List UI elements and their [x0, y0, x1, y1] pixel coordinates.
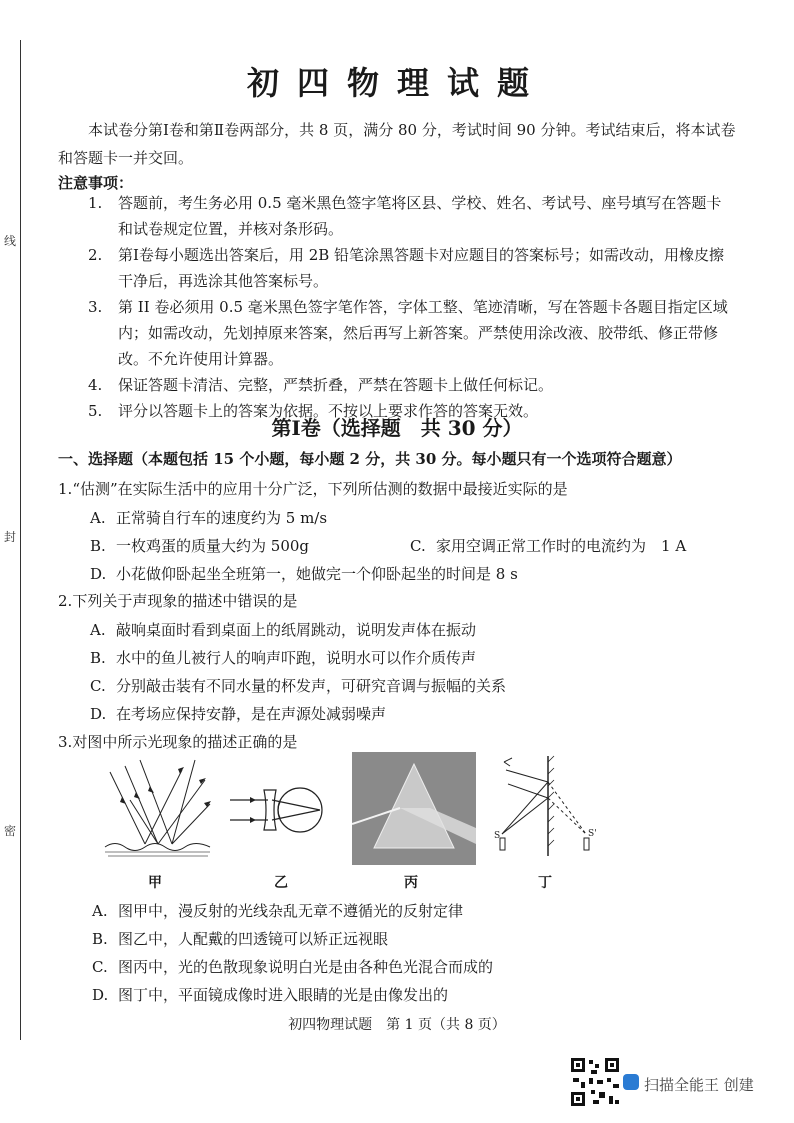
option-text: 图乙中，人配戴的凹透镜可以矫正远视眼: [118, 930, 389, 948]
question-1-stem: [58, 478, 568, 499]
option-label: B.: [90, 649, 106, 667]
figure-prism-dispersion: [352, 752, 476, 865]
page-footer: 初四物理试题 第 1 页（共 8 页）: [288, 1017, 506, 1033]
qr-code-icon: [569, 1056, 621, 1108]
scanner-watermark: 扫描全能王 创建: [644, 1076, 754, 1094]
figure-label-ding: 丁: [538, 875, 552, 891]
question-text: “估测”在实际生活中的应用十分广泛，下列所估测的数据中最接近实际的是: [72, 480, 568, 498]
section-title: 第Ⅰ卷（选择题 共 30 分）: [271, 416, 523, 440]
binding-line: [20, 40, 21, 1040]
option-label: A.: [90, 509, 106, 527]
question-number: 2.: [58, 592, 73, 610]
option-text: 分别敲击装有不同水量的杯发声，可研究音调与振幅的关系: [116, 677, 507, 695]
intro-paragraph: 本试卷分第Ⅰ卷和第Ⅱ卷两部分，共 8 页，满分 80 分，考试时间 90 分钟。考试结束后，将本试卷和答题卡一并交回。: [58, 121, 736, 167]
option-text: 图丁中，平面镜成像时进入眼睛的光是由像发出的: [118, 986, 449, 1004]
question-3-option-a: [92, 900, 463, 921]
question-1-option-d: [90, 563, 518, 584]
option-label: C.: [92, 958, 108, 976]
option-label: D.: [90, 705, 107, 723]
mirror-image-label: S': [588, 829, 597, 839]
note-item: [84, 294, 734, 372]
question-number: 1.: [58, 480, 73, 498]
question-1-option-a: [90, 507, 327, 528]
option-text: 水中的鱼儿被行人的响声吓跑，说明水可以作介质传声: [116, 649, 477, 667]
note-number: 5.: [88, 402, 103, 420]
figure-plane-mirror: [492, 752, 602, 862]
question-2-option-b: [90, 647, 476, 668]
question-3-option-d: [92, 984, 448, 1005]
margin-mark-xian: 线: [4, 234, 17, 248]
option-label: B.: [92, 930, 108, 948]
note-text: 第 II 卷必须用 0.5 毫米黑色签字笔作答，字体工整、笔迹清晰，写在答题卡各题目指定区域内；如需改动，先划掉原来答案，然后再写上新答案。严禁使用涂改液、胶带纸、修正带修改。不允许使用计算器。: [118, 298, 728, 368]
note-number: 1.: [88, 194, 103, 212]
question-text: 对图中所示光现象的描述正确的是: [72, 733, 298, 751]
margin-mark-feng: 封: [4, 530, 17, 544]
note-text: 答题前，考生务必用 0.5 毫米黑色签字笔将区县、学校、姓名、考试号、座号填写在答题卡和试卷规定位置，并核对条形码。: [118, 194, 722, 238]
note-text: 第Ⅰ卷每小题选出答案后，用 2B 铅笔涂黑答题卡对应题目的答案标号；如需改动，用橡皮擦干净后，再选涂其他答案标号。: [118, 246, 725, 290]
option-label: B.: [90, 537, 106, 555]
option-text: 一枚鸡蛋的质量大约为 500g: [116, 537, 310, 555]
note-item: [84, 372, 734, 398]
question-text: 下列关于声现象的描述中错误的是: [72, 592, 298, 610]
figure-label-bing: 丙: [404, 875, 418, 891]
notes-heading: 注意事项：: [58, 174, 134, 192]
question-2-option-d: [90, 703, 386, 724]
note-item: [84, 242, 734, 294]
note-number: 3.: [88, 298, 103, 316]
notes-list: [84, 190, 734, 424]
question-2-option-c: [90, 675, 506, 696]
option-text: 正常骑自行车的速度约为 5 m/s: [116, 509, 328, 527]
option-text: 图丙中，光的色散现象说明白光是由各种色光混合而成的: [118, 958, 494, 976]
mirror-source-label: S: [494, 831, 501, 841]
margin-mark-mi: 密: [4, 824, 17, 838]
question-3-stem: [58, 731, 297, 752]
option-text: 小花做仰卧起坐全班第一，她做完一个仰卧起坐的时间是 8 s: [116, 565, 518, 583]
option-label: D.: [90, 565, 107, 583]
question-1-option-c: [410, 535, 686, 556]
question-2-option-a: [90, 619, 476, 640]
page-title: 初四物理试题: [246, 64, 547, 102]
scanner-app-icon: [623, 1074, 639, 1090]
option-label: D.: [92, 986, 109, 1004]
question-3-option-b: [92, 928, 388, 949]
figure-eye-lens: [228, 752, 338, 862]
option-text: 敲响桌面时看到桌面上的纸屑跳动，说明发声体在振动: [116, 621, 477, 639]
option-text: 图甲中，漫反射的光线杂乱无章不遵循光的反射定律: [118, 902, 464, 920]
option-text: 家用空调正常工作时的电流约为 1 A: [436, 537, 687, 555]
note-number: 4.: [88, 376, 103, 394]
part-heading: 一、选择题（本题包括 15 个小题，每小题 2 分，共 30 分。每小题只有一个选项符合题意）: [58, 450, 682, 468]
option-label: A.: [92, 902, 108, 920]
note-text: 保证答题卡清洁、完整，严禁折叠，严禁在答题卡上做任何标记。: [118, 376, 554, 394]
question-3-option-c: [92, 956, 493, 977]
figure-diffuse-reflection: [100, 752, 215, 862]
question-1-option-b: [90, 535, 309, 556]
option-label: C.: [90, 677, 106, 695]
option-label: C.: [410, 537, 426, 555]
option-label: A.: [90, 621, 106, 639]
question-number: 3.: [58, 733, 73, 751]
figure-label-jia: 甲: [148, 875, 162, 891]
figure-label-yi: 乙: [274, 875, 288, 891]
note-number: 2.: [88, 246, 103, 264]
note-text: 评分以答题卡上的答案为依据。不按以上要求作答的答案无效。: [118, 402, 539, 420]
question-2-stem: [58, 590, 297, 611]
option-text: 在考场应保持安静，是在声源处减弱噪声: [116, 705, 387, 723]
note-item: [84, 190, 734, 242]
